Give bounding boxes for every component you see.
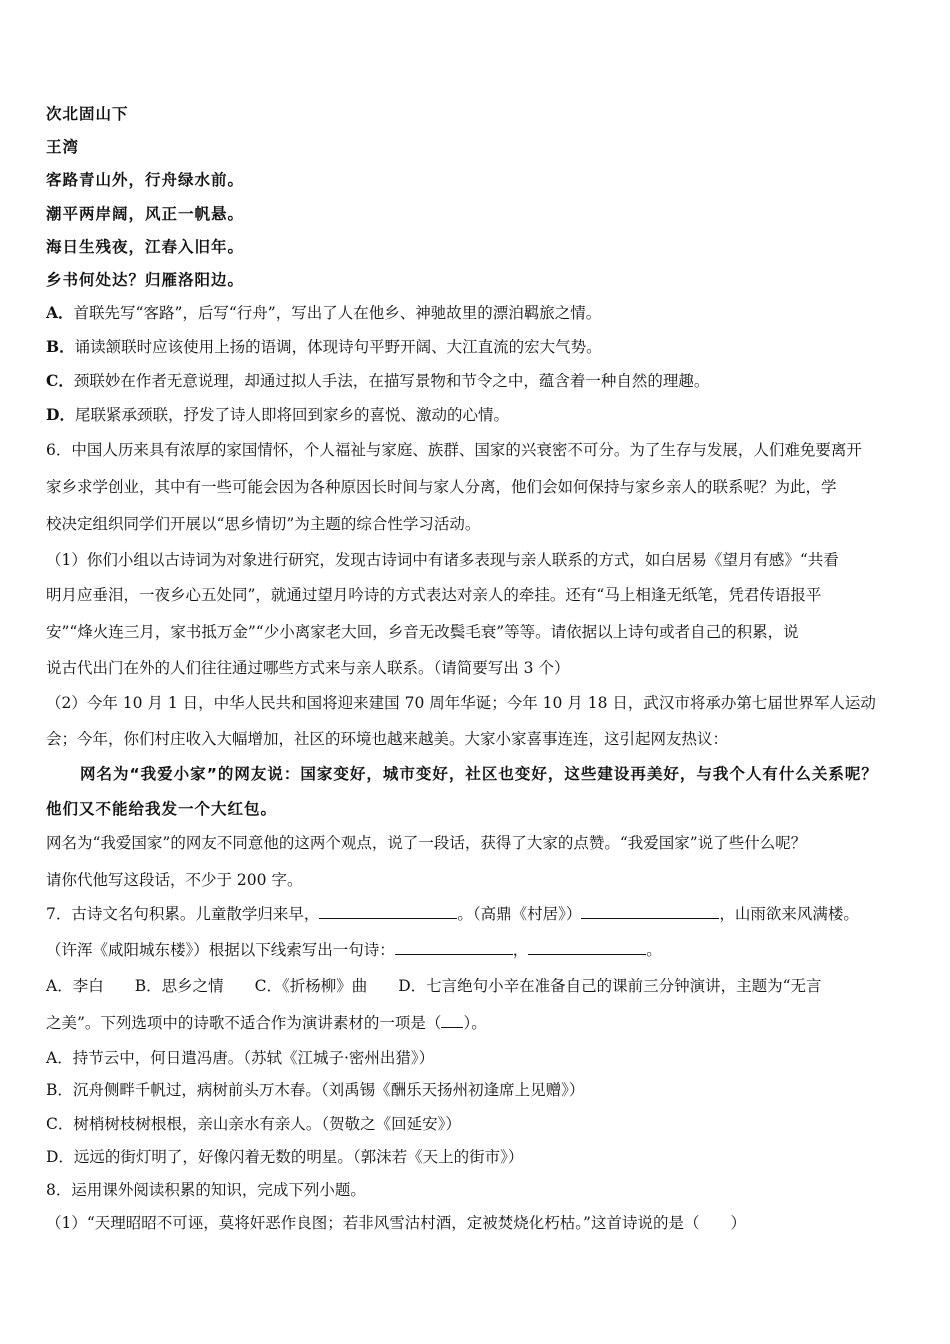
- answer-blank[interactable]: [319, 904, 457, 919]
- q7-text: 。（高鼎《村居》）: [457, 905, 582, 923]
- poem-line: 客路青山外，行舟绿水前。: [46, 171, 245, 189]
- q7-line-4: [46, 1013, 487, 1033]
- answer-blank[interactable]: [441, 1013, 463, 1028]
- option-label: A．: [46, 303, 74, 322]
- q6-part1-line: （1）你们小组以古诗词为对象进行研究，发现古诗词中有诸多表现与亲人联系的方式，如白居易《望月有感》“共看: [46, 551, 839, 569]
- poem-line: 乡书何处达？归雁洛阳边。: [46, 271, 245, 289]
- poem-line: 潮平两岸阔，风正一帆悬。: [46, 205, 245, 223]
- q8-part1: （1）“天理昭昭不可诬，莫将奸恶作良图；若非风雪沽村酒，定被焚烧化朽枯。”这首诗说的是（ ）: [46, 1214, 746, 1232]
- answer-blank[interactable]: [395, 940, 513, 955]
- option-label: C．: [46, 371, 74, 390]
- q7-line-2: [46, 940, 662, 960]
- q8-intro: 8．运用课外阅读积累的知识，完成下列小题。: [46, 1181, 366, 1199]
- option-label: B．: [46, 337, 75, 356]
- q7-option: C．树梢树枝树根根，亲山亲水有亲人。（贺敬之《回延安》）: [46, 1115, 461, 1133]
- q5-option-c: [46, 371, 709, 391]
- q7-line-3: A．李白 B．思乡之情 C．《折杨柳》曲 D．七言绝句小辛在准备自己的课前三分钟演讲，主题为“无言: [46, 977, 822, 995]
- q6-part1-line: 说古代出门在外的人们往往通过哪些方式来与亲人联系。（请简要写出 3 个）: [46, 659, 570, 677]
- answer-blank[interactable]: [581, 904, 719, 919]
- option-text: 尾联紧承颈联，抒发了诗人即将回到家乡的喜悦、激动的心情。: [74, 406, 509, 424]
- q5-option-d: [46, 405, 509, 425]
- option-text: 颈联妙在作者无意说理，却通过拟人手法，在描写景物和节令之中，蕴含着一种自然的理趣。: [73, 372, 710, 390]
- q6-quote-line: 网名为“我爱小家”的网友说：国家变好，城市变好，社区也变好，这些建设再美好，与我个人有什么关系呢？: [80, 765, 878, 783]
- q6-quote-line: 他们又不能给我发一个大红包。: [46, 800, 278, 818]
- option-text: 诵读颔联时应该使用上扬的语调，体现诗句平野开阔、大江直流的宏大气势。: [74, 338, 602, 356]
- q6-intro-line: 家乡求学创业，其中有一些可能会因为各种原因长时间与家人分离，他们会如何保持与家乡亲人的联系呢？为此，学: [46, 478, 837, 496]
- q7-text: 之美”。下列选项中的诗歌不适合作为演讲素材的一项是（: [46, 1014, 442, 1032]
- q7-line-1: [46, 904, 859, 924]
- q5-option-b: [46, 337, 602, 357]
- q6-ending-line: 网名为“我爱国家”的网友不同意他的这两个观点，说了一段话，获得了大家的点赞。“我爱国家”说了些什么呢？: [46, 834, 807, 852]
- option-label: D．: [46, 405, 75, 424]
- q7-text: 7．古诗文名句积累。儿童散学归来早，: [46, 905, 320, 923]
- q7-option: A．持节云中，何日遣冯唐。（苏轼《江城子·密州出猎》）: [46, 1049, 435, 1067]
- poem-line: 海日生残夜，江春入旧年。: [46, 238, 245, 256]
- q7-text: ，: [512, 941, 529, 959]
- q5-option-a: [46, 303, 601, 323]
- q6-part1-line: 安”“烽火连三月，家书抵万金”“少小离家老大回，乡音无改鬓毛衰”等等。请依据以上诗句或者自己的积累，说: [46, 623, 799, 641]
- answer-blank[interactable]: [528, 940, 646, 955]
- q6-intro-line: 校决定组织同学们开展以“思乡情切”为主题的综合性学习活动。: [46, 515, 481, 533]
- q7-text: ，山雨欲来风满楼。: [719, 905, 859, 923]
- poem-author: 王湾: [46, 138, 80, 156]
- q6-ending-line: 请你代他写这段话，不少于 200 字。: [46, 871, 303, 889]
- q7-text: （许浑《咸阳城东楼》）根据以下线索写出一句诗：: [46, 941, 395, 959]
- option-text: 首联先写“客路”，后写“行舟”，写出了人在他乡、神驰故里的漂泊羁旅之情。: [73, 304, 602, 322]
- q6-intro-line: 6．中国人历来具有浓厚的家国情怀，个人福祉与家庭、族群、国家的兴衰密不可分。为了生存与发展，人们难免要离开: [46, 441, 862, 459]
- q6-part1-line: 明月应垂泪，一夜乡心五处同”，就通过望月吟诗的方式表达对亲人的牵挂。还有“马上相逢无纸笔，凭君传语报平: [46, 586, 822, 604]
- q7-text: ）。: [463, 1014, 487, 1032]
- q7-text: 。: [646, 941, 662, 959]
- q6-part2-line: 会；今年，你们村庄收入大幅增加，社区的环境也越来越美。大家小家喜事连连，这引起网友热议：: [46, 730, 729, 748]
- poem-title: 次北固山下: [46, 105, 129, 123]
- q7-option: D．远远的街灯明了，好像闪着无数的明星。（郭沫若《天上的街市》）: [46, 1148, 524, 1166]
- q7-option: B．沉舟侧畔千帆过，病树前头万木春。（刘禹锡《酬乐天扬州初逢席上见赠》）: [46, 1081, 585, 1099]
- q6-part2-line: （2）今年 10 月 1 日，中华人民共和国将迎来建国 70 周年华诞；今年 10 月 18 日，武汉市将承办第七届世界军人运动: [46, 694, 876, 712]
